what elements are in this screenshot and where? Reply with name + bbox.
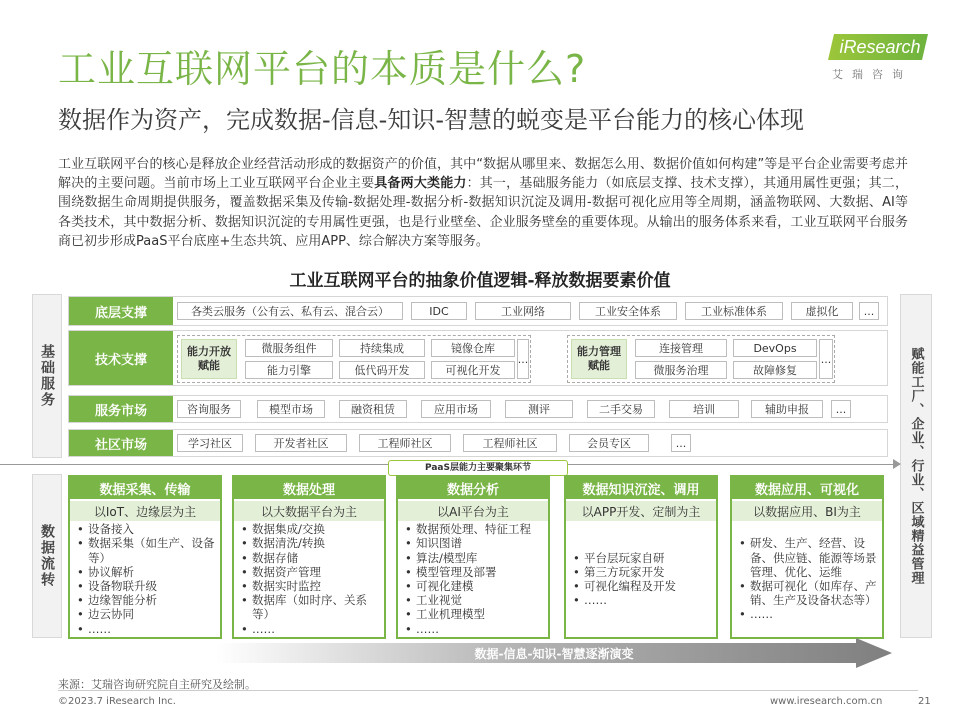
- list-item: • 工业视觉: [404, 593, 544, 607]
- evolution-arrow: [216, 638, 892, 668]
- chip-more-group1: ...: [517, 339, 529, 379]
- intro-bold: 具备两大类能力: [374, 176, 467, 192]
- list-item: • 数据资产管理: [240, 565, 380, 579]
- list-item: • 算法/模型库: [404, 551, 544, 565]
- list-item: • 数据库（如时序、关系等）: [240, 593, 380, 621]
- chip-application-assist: 辅助申报: [751, 400, 823, 418]
- list-item: • 知识图谱: [404, 536, 544, 550]
- chip-more: ...: [859, 302, 879, 320]
- page-subtitle: 数据作为资产，完成数据-信息-知识-智慧的蜕变是平台能力的核心体现: [58, 106, 804, 134]
- column-head: 数据处理: [234, 477, 384, 499]
- list-item: • 第三方玩家开发: [572, 565, 712, 579]
- list-item: • 设备接入: [76, 522, 216, 536]
- source-note: 来源：艾瑞咨询研究院自主研究及绘制。: [58, 678, 256, 691]
- right-label-empowerment: 赋能工厂、企业、行业、区域精益管理: [908, 347, 924, 585]
- chip-engineer-community-2: 工程师社区: [463, 434, 557, 452]
- chip-visual-development: 可视化开发: [431, 361, 515, 379]
- column-sub: 以AI平台为主: [398, 501, 548, 521]
- list-item: • 平台层玩家自研: [572, 551, 712, 565]
- chip-cloud-services: 各类云服务（公有云、私有云、混合云）: [177, 302, 403, 320]
- evolution-arrow-label: 数据-信息-知识-智慧逐渐演变: [474, 647, 634, 661]
- list-item: • 工业机理模型: [404, 607, 544, 621]
- chip-virtualization: 虚拟化: [791, 302, 853, 320]
- column-head: 数据分析: [398, 477, 548, 499]
- row-label-infrastructure: 底层支撑: [69, 297, 173, 325]
- row-tech-support: [68, 330, 888, 386]
- left-label-basic-services: 基础服务: [39, 344, 55, 408]
- left-panel-data-flow: [32, 474, 62, 638]
- list-item: • 数据存储: [240, 551, 380, 565]
- list-item: • 可视化编程及开发: [572, 579, 712, 593]
- column-data-processing: [232, 475, 386, 639]
- logo-word: iResearch: [839, 37, 921, 57]
- paas-tag: PaaS层能力主要聚集环节: [388, 460, 568, 476]
- group-label-capability-open: 能力开放赋能: [181, 339, 237, 379]
- chip-idc: IDC: [411, 302, 467, 320]
- chip-fault-repair: 故障修复: [733, 361, 817, 379]
- chip-more-group2: ...: [819, 339, 833, 379]
- column-sub: 以数据应用、BI为主: [732, 501, 882, 521]
- column-sub: 以大数据平台为主: [234, 501, 384, 521]
- footer-divider: [58, 690, 918, 691]
- page-number: 21: [918, 696, 931, 707]
- row-community-market: [68, 429, 888, 457]
- footer-website: www.iresearch.com.cn: [770, 696, 883, 707]
- column-head: 数据知识沉淀、调用: [566, 477, 716, 499]
- list-item: • 研发、生产、经营、设备、供应链、能源等场景管理、优化、运维: [738, 536, 878, 579]
- right-panel-empowerment: [900, 294, 932, 638]
- list-item: • 数据实时监控: [240, 579, 380, 593]
- row-service-market: [68, 395, 888, 423]
- list-item: • 模型管理及部署: [404, 565, 544, 579]
- list-item: • ……: [240, 622, 380, 636]
- row-label-service-market: 服务市场: [69, 396, 173, 422]
- list-item: • 边缘智能分析: [76, 593, 216, 607]
- intro-part1: 工业互联网平台的核心是释放企业经营活动形成的数据资产的价值，其中“数据从哪里来、数据怎么用、数据价值如何构建”等是平台企业需要考虑并解决的主要问题。当前市场上工业互联网平台企业主要: [58, 157, 908, 192]
- list-item: • 数据集成/交换: [240, 522, 380, 536]
- chip-more-community: ...: [671, 434, 691, 452]
- column-data-application: [730, 475, 884, 639]
- chip-continuous-integration: 持续集成: [339, 339, 425, 357]
- list-item: • 数据预处理、特征工程: [404, 522, 544, 536]
- list-item: • 数据采集（如生产、设备等）: [76, 536, 216, 564]
- chip-member-zone: 会员专区: [569, 434, 649, 452]
- list-item: • ……: [404, 622, 544, 636]
- chip-financing-lease: 融资租赁: [339, 400, 407, 418]
- column-sub: 以IoT、边缘层为主: [70, 501, 220, 521]
- chip-consulting: 咨询服务: [177, 400, 241, 418]
- footer-copyright: ©2023.7 iResearch Inc.: [58, 696, 176, 707]
- list-item: • 设备物联升级: [76, 579, 216, 593]
- list-item: • 可视化建模: [404, 579, 544, 593]
- column-sub: 以APP开发、定制为主: [566, 501, 716, 521]
- list-item: • 数据可视化（如库存、产销、生产及设备状态等）: [738, 579, 878, 607]
- logo-cn: 艾瑞咨询: [832, 68, 912, 81]
- chip-industrial-network: 工业网络: [475, 302, 571, 320]
- divider-arrow-head-icon: [893, 459, 901, 469]
- chip-standard-system: 工业标准体系: [685, 302, 783, 320]
- column-head: 数据采集、传输: [70, 477, 220, 499]
- chip-engineer-community-1: 工程师社区: [359, 434, 451, 452]
- column-data-collection: [68, 475, 222, 639]
- left-label-data-flow: 数据流转: [39, 524, 55, 588]
- row-label-community-market: 社区市场: [69, 430, 173, 456]
- list-item: • ……: [76, 622, 216, 636]
- chip-developer-community: 开发者社区: [255, 434, 347, 452]
- group-label-capability-manage: 能力管理赋能: [571, 339, 627, 379]
- chip-security-system: 工业安全体系: [579, 302, 677, 320]
- column-head: 数据应用、可视化: [732, 477, 882, 499]
- chip-microservice-components: 微服务组件: [245, 339, 333, 357]
- intro-paragraph: [58, 155, 908, 251]
- diagram-title: 工业互联网平台的抽象价值逻辑-释放数据要素价值: [289, 271, 671, 291]
- chip-evaluation: 测评: [505, 400, 573, 418]
- column-knowledge: [564, 475, 718, 639]
- row-label-tech-support: 技术支撑: [69, 331, 173, 385]
- list-item: • 数据清洗/转换: [240, 536, 380, 550]
- chip-microservice-governance: 微服务治理: [635, 361, 727, 379]
- chip-low-code: 低代码开发: [339, 361, 425, 379]
- row-infrastructure: [68, 296, 888, 326]
- chip-connection-management: 连接管理: [635, 339, 727, 357]
- list-item: • ……: [738, 607, 878, 621]
- chip-training: 培训: [669, 400, 739, 418]
- chip-model-market: 模型市场: [257, 400, 325, 418]
- chip-more-service: ...: [831, 400, 851, 418]
- chip-devops: DevOps: [733, 339, 817, 357]
- iresearch-logo: [820, 28, 930, 88]
- page-title: 工业互联网平台的本质是什么?: [58, 47, 587, 91]
- left-panel-basic-services: [32, 294, 62, 458]
- list-item: • 边云协同: [76, 607, 216, 621]
- chip-app-market: 应用市场: [421, 400, 491, 418]
- list-item: • ……: [572, 593, 712, 607]
- list-item: • 协议解析: [76, 565, 216, 579]
- chip-second-hand: 二手交易: [587, 400, 655, 418]
- chip-image-repository: 镜像仓库: [431, 339, 515, 357]
- intro-part2: ：其一，基础服务能力（如底层支撑、技术支撑），其通用属性更强；其二，围绕数据生命周期提供服务，覆盖数据采集及传输-数据处理-数据分析-数据知识沉淀及调用-数据可视化应用等全周期，涵盖物联网、大数据、AI等各类技术，其中数据分析、数据知识沉淀的专用属性更强，也是行业壁垒、企业服务壁垒的重要体现。从输出的服务体系来看，工业互联网平台服务商已初步形成PaaS平台底座+生态共筑、应用APP、综合解决方案等服务。: [58, 176, 908, 249]
- column-data-analysis: [396, 475, 550, 639]
- chip-capability-engine: 能力引擎: [245, 361, 333, 379]
- chip-learning-community: 学习社区: [177, 434, 243, 452]
